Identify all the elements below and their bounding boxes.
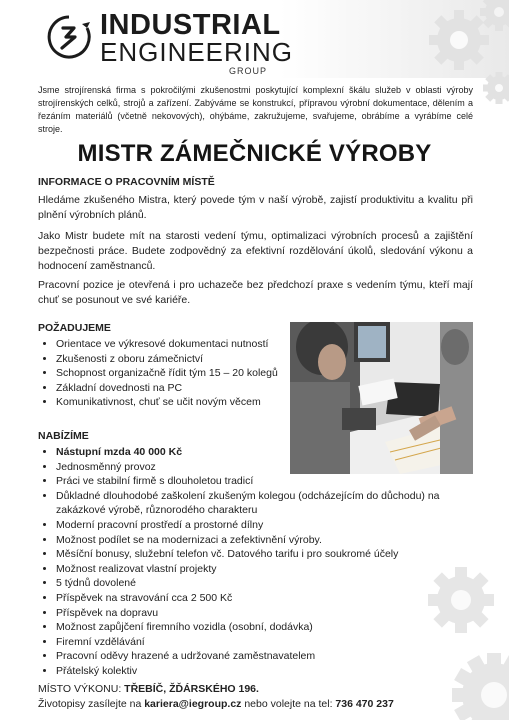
offer-heading: NABÍZÍME	[38, 430, 89, 442]
list-item: • Přátelský kolektiv	[56, 664, 476, 679]
company-logo-icon	[46, 14, 92, 60]
phone-number[interactable]: 736 470 237	[335, 698, 394, 710]
list-item: • 5 týdnů dovolené	[56, 576, 476, 591]
list-item: • Příspěvek na stravování cca 2 500 Kč	[56, 591, 476, 606]
brand-name-line1: INDUSTRIAL	[100, 9, 281, 41]
list-item: • Firemní vzdělávání	[56, 635, 476, 650]
list-item: • Možnost realizovat vlastní projekty	[56, 562, 476, 577]
email-link[interactable]: kariera@iegroup.cz	[144, 698, 242, 710]
list-item: • Komunikativnost, chuť se učit novým věcem	[56, 395, 306, 410]
list-item: • Schopnost organizačně řídit tým 15 – 20 kolegů	[56, 366, 306, 381]
requirements-list	[38, 337, 306, 410]
list-item: • Důkladné dlouhodobé zaškolení zkušeným kolegou (odcházejícím do důchodu) na zakázkové výrobě, různorodého charakteru	[56, 489, 476, 518]
list-item: • Práci ve stabilní firmě s dlouholetou tradicí	[56, 474, 476, 489]
list-item: • Nástupní mzda 40 000 Kč	[56, 445, 476, 460]
list-item: • Zkušenosti z oboru zámečnictví	[56, 352, 306, 367]
page-title: MISTR ZÁMEČNICKÉ VÝROBY	[77, 140, 432, 167]
cv-text: Životopisy zasílejte na	[38, 698, 145, 710]
list-item: • Možnost zapůjčení firemního vozidla (osobní, dodávka)	[56, 620, 476, 635]
info-heading: INFORMACE O PRACOVNÍM MÍSTĚ	[38, 176, 215, 188]
list-item: • Možnost podílet se na modernizaci a zefektivnění výroby.	[56, 533, 476, 548]
info-paragraph-1: Hledáme zkušeného Mistra, který povede tým v naší výrobě, zajistí produktivitu a kvalitu při plnění výrobních plánů.	[38, 194, 473, 221]
info-paragraph-3: Pracovní pozice je otevřená i pro uchazeče bez předchozí praxe s vedením týmu, kteří mají chuť se posunout ve své kariéře.	[38, 279, 473, 306]
workplace-location	[38, 683, 259, 695]
location-label: MÍSTO VÝKONU:	[38, 683, 125, 695]
list-item: • Příspěvek na dopravu	[56, 606, 476, 621]
list-item: • Pracovní oděvy hrazené a udržované zaměstnavatelem	[56, 649, 476, 664]
requirements-heading: POŽADUJEME	[38, 322, 111, 334]
list-item: • Orientace ve výkresové dokumentaci nutností	[56, 337, 306, 352]
gears-decoration-icon	[399, 560, 509, 720]
contact-line	[38, 698, 394, 710]
brand-name-line3: GROUP	[229, 66, 268, 76]
company-intro: Jsme strojírenská firma s pokročilými zkušenostmi poskytující komplexní škálu služeb v oblasti výroby strojírenských celků, strojů a zařízení. Zabýváme se konstrukcí, přípravou výrobní dokumentace, dělením a řezáním materiálů (včetně nekovových), ohýbáme, zakružujeme, svařujeme, obrábíme a vyrábíme celé stroje.	[38, 85, 473, 134]
list-item: • Měsíční bonusy, služební telefon vč. Datového tarifu i pro soukromé účely	[56, 547, 476, 562]
list-item: • Jednosměnný provoz	[56, 460, 476, 475]
list-item: • Základní dovednosti na PC	[56, 381, 306, 396]
brand-name-line2: ENGINEERING	[100, 37, 294, 67]
location-value: TŘEBÍČ, ŽĎÁRSKÉHO 196.	[124, 683, 259, 695]
info-paragraph-2: Jako Mistr budete mít na starosti vedení týmu, optimalizaci výrobních procesů a zajištění bezpečnosti práce. Budete zodpovědný za efektivní rozdělování úkolů, sledování výkonu a hodnocení zaměstnanců.	[38, 230, 473, 272]
phone-text: nebo volejte na tel:	[241, 698, 336, 710]
list-item: • Moderní pracovní prostředí a prostorné dílny	[56, 518, 476, 533]
